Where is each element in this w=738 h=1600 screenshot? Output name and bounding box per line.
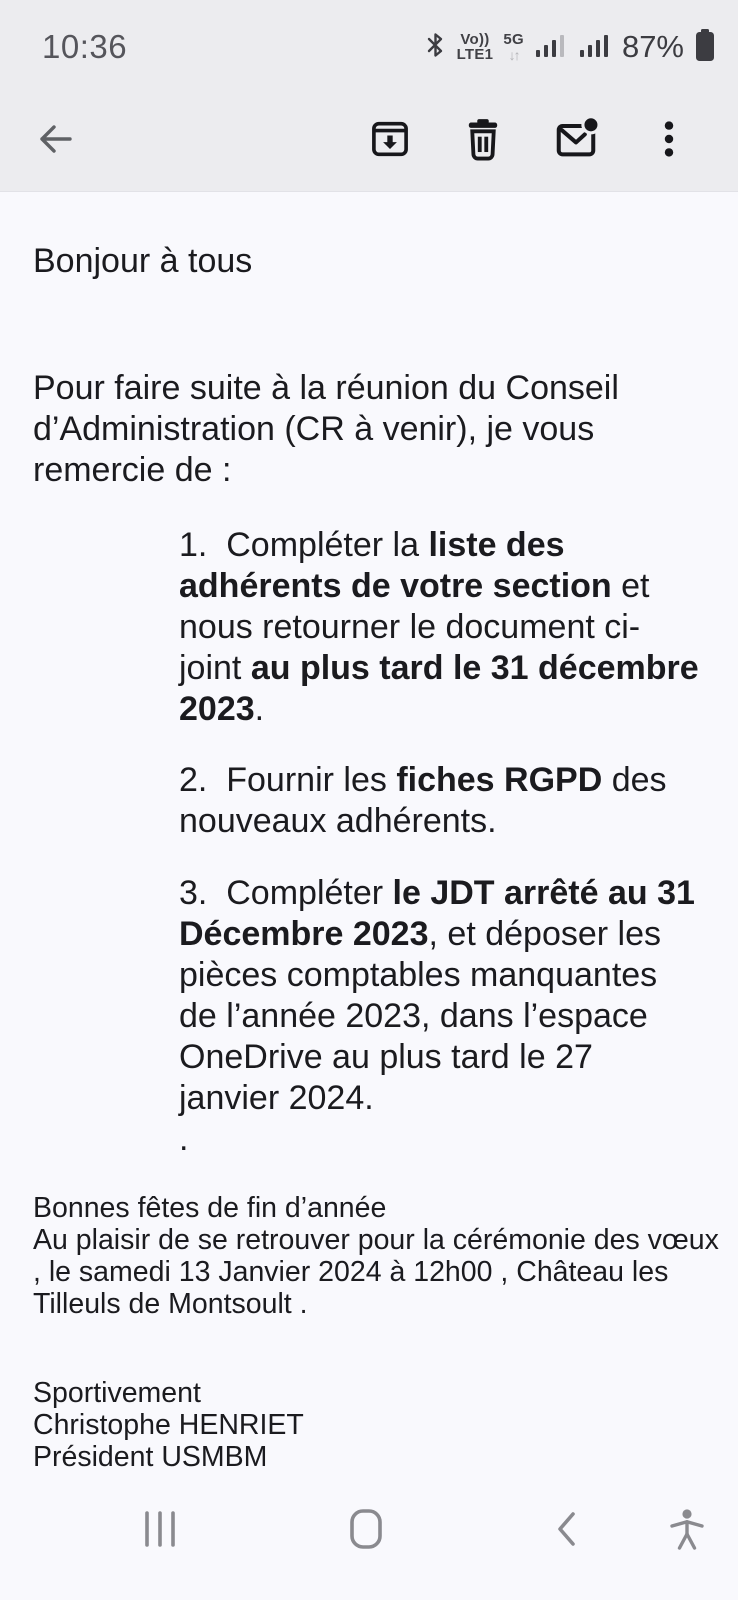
toolbar <box>0 88 738 192</box>
trash-icon <box>460 116 506 165</box>
archive-button[interactable] <box>366 116 414 164</box>
back-button[interactable] <box>30 116 78 164</box>
recents-button[interactable] <box>138 1508 182 1552</box>
delete-button[interactable] <box>459 116 507 164</box>
more-vertical-icon <box>646 116 692 165</box>
toolbar-actions <box>366 116 693 164</box>
status-icons <box>423 27 716 68</box>
data-arrows-icon: ↓↑ <box>508 47 519 63</box>
accessibility-button[interactable] <box>665 1508 709 1552</box>
battery-icon <box>694 27 716 68</box>
signal-bars-icon <box>578 29 612 66</box>
bluetooth-icon <box>423 30 447 65</box>
mark-unread-icon <box>553 116 599 165</box>
stray-dot: . <box>179 1120 189 1158</box>
email-body <box>0 192 738 1500</box>
mark-unread-button[interactable] <box>552 116 600 164</box>
archive-icon <box>367 116 413 165</box>
more-options-button[interactable] <box>645 116 693 164</box>
list-item-1: 1. Compléter la liste des adhérents de votre section et nous retourner le document ci- joint au plus tard le 31 décembre 2023. <box>179 526 699 728</box>
status-bar <box>0 0 738 88</box>
intro: Pour faire suite à la réunion du Conseil d’Administration (CR à venir), je vous remercie de : <box>33 369 619 489</box>
recents-icon <box>142 1510 178 1551</box>
status-time: 10:36 <box>42 28 128 65</box>
signal-bars-icon <box>534 29 568 66</box>
header <box>0 0 738 192</box>
battery-percent: 87% <box>621 29 684 64</box>
greeting: Bonjour à tous <box>33 242 253 280</box>
navigation-bar <box>0 1500 738 1600</box>
closing: Bonnes fêtes de fin d’année Au plaisir de se retrouver pour la cérémonie des vœux , le samedi 13 Janvier 2024 à 12h00 , Château les Tilleuls de Montsoult . <box>33 1192 719 1320</box>
back-nav-button[interactable] <box>544 1508 588 1552</box>
back-arrow-icon <box>31 116 77 165</box>
volte-indicator: Vo)) LTE1 <box>456 31 494 63</box>
5g-indicator: 5G ↓↑ <box>503 31 524 63</box>
accessibility-icon <box>667 1507 707 1554</box>
list-item-2: 2. Fournir les fiches RGPD des nouveaux adhérents. <box>179 761 667 840</box>
home-icon <box>349 1508 383 1553</box>
signature: Sportivement Christophe HENRIET Président USMBM <box>33 1377 304 1473</box>
back-chevron-icon <box>553 1509 579 1552</box>
home-button[interactable] <box>344 1508 388 1552</box>
list-item-3: 3. Compléter le JDT arrêté au 31 Décembre 2023, et déposer les pièces comptables manquantes de l’année 2023, dans l’espace OneDrive au plus tard le 27 janvier 2024. <box>179 874 695 1117</box>
